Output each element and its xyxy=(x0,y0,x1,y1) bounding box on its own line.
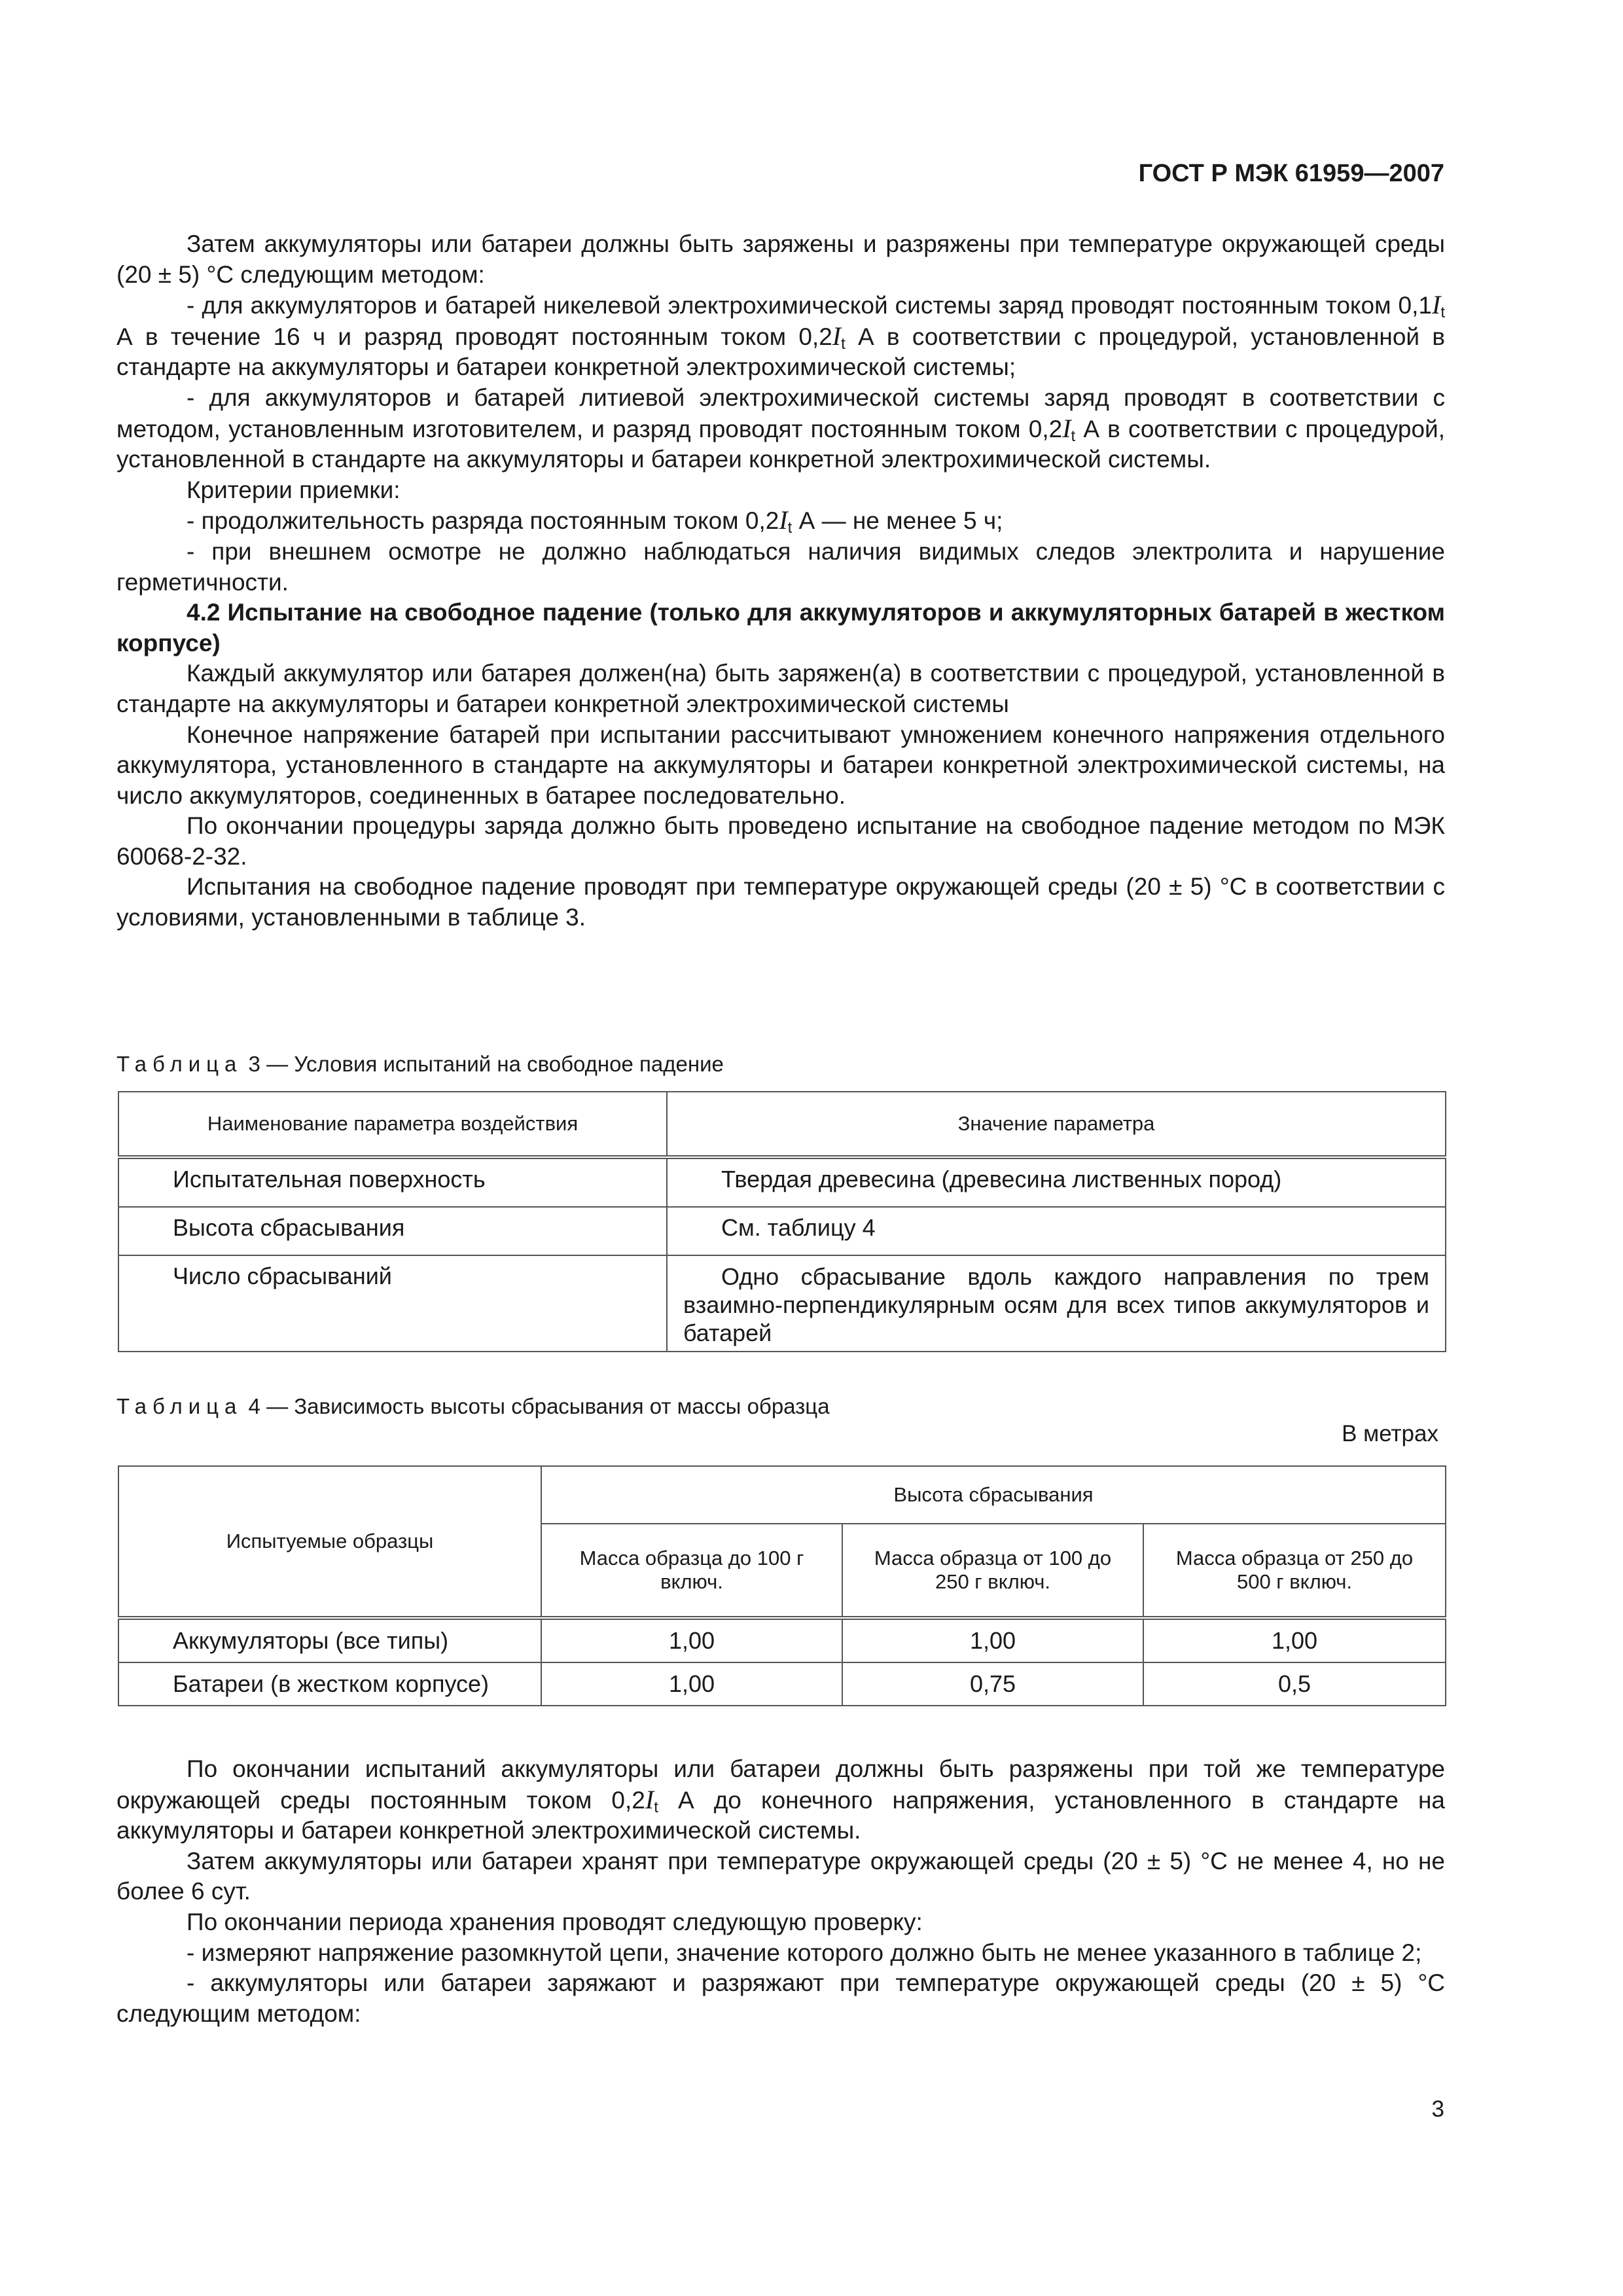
section-b xyxy=(116,1754,1445,2029)
table-header-row xyxy=(118,1466,1446,1524)
table-cell: Высота сбрасывания xyxy=(118,1207,667,1255)
table-row xyxy=(118,1662,1446,1706)
table-3 xyxy=(118,1091,1446,1352)
table-cell: Испытательная поверхность xyxy=(118,1157,667,1207)
paragraph: Затем аккумуляторы или батареи должны быть заряжены и разряжены при температуре окружающей среды (20 ± 5) °C следующим методом: xyxy=(116,230,1445,288)
table-cell: Батареи (в жестком корпусе) xyxy=(118,1662,541,1706)
table-4 xyxy=(118,1465,1446,1706)
table-header-cell: Масса образца от 250 до 500 г включ. xyxy=(1143,1524,1446,1618)
table-cell: Аккумуляторы (все типы) xyxy=(118,1618,541,1662)
paragraph: По окончании процедуры заряда должно быть проведено испытание на свободное падение методом по МЭК 60068-2-32. xyxy=(116,812,1445,870)
paragraph: - аккумуляторы или батареи заряжают и разряжают при температуре окружающей среды (20 ± 5) °C следующим методом: xyxy=(116,1969,1445,2027)
table-row xyxy=(118,1157,1446,1207)
table-cell: 1,00 xyxy=(541,1618,842,1662)
table-header-cell: Высота сбрасывания xyxy=(541,1466,1446,1524)
document-header: ГОСТ Р МЭК 61959—2007 xyxy=(1138,160,1444,187)
paragraph: - продолжительность разряда постоянным током $0,2I_t$ А — не менее 5 ч; xyxy=(187,505,1003,537)
table-header-cell: Значение параметра xyxy=(667,1092,1446,1157)
table-cell: 0,75 xyxy=(842,1662,1143,1706)
paragraph: Испытания на свободное падение проводят при температуре окружающей среды (20 ± 5) °C в соответствии с условиями, установленными в таблице 3. xyxy=(116,873,1445,931)
paragraph: - для аккумуляторов и батарей литиевой электрохимической системы заряд проводят в соответствии с методом, установленным изготовителем, и разряд проводят постоянным током $0,2I_t$ А в соответствии с процедурой, установленной в стандарте на аккумуляторы и батареи конкретной электрохимической системы. xyxy=(116,384,1445,473)
paragraph: Конечное напряжение батарей при испытании рассчитывают умножением конечного напряжения отдельного аккумулятора, установленного в стандарте на аккумуляторы и батареи конкретной электрохимической системы, на число аккумуляторов, соединенных в батарее последовательно. xyxy=(116,721,1445,809)
table-row xyxy=(118,1255,1446,1352)
table3-caption: Таблица 3 — Условия испытаний на свободное падение xyxy=(116,1052,724,1076)
paragraph: Затем аккумуляторы или батареи хранят при температуре окружающей среды (20 ± 5) °C не менее 4, но не более 6 сут. xyxy=(116,1847,1445,1905)
table-cell: 1,00 xyxy=(842,1618,1143,1662)
paragraph: - измеряют напряжение разомкнутой цепи, значение которого должно быть не менее указанного в таблице 2; xyxy=(187,1939,1422,1966)
table-cell: См. таблицу 4 xyxy=(667,1207,1446,1255)
section-a xyxy=(116,229,1445,933)
paragraph: Критерии приемки: xyxy=(187,476,401,503)
table-cell: Одно сбрасывание вдоль каждого направления по трем взаимно-перпендикулярным осям для всех типов аккумуляторов и батарей xyxy=(667,1255,1446,1352)
section-heading: 4.2 Испытание на свободное падение (только для аккумуляторов и аккумуляторных батарей в жестком корпусе) xyxy=(116,599,1445,656)
table4-units: В метрах xyxy=(1342,1421,1438,1446)
table-header-cell: Масса образца до 100 г включ. xyxy=(541,1524,842,1618)
table4-caption: Таблица 4 — Зависимость высоты сбрасывания от массы образца xyxy=(116,1394,830,1418)
table-row xyxy=(118,1207,1446,1255)
paragraph: По окончании испытаний аккумуляторы или батареи должны быть разряжены при той же температуре окружающей среды постоянным током $0,2I_t$ А до конечного напряжения, установленного в стандарте на аккумуляторы и батареи конкретной электрохимической системы. xyxy=(116,1755,1446,1844)
table-header-cell: Наименование параметра воздействия xyxy=(118,1092,667,1157)
table-row xyxy=(118,1618,1446,1662)
table-cell: 1,00 xyxy=(541,1662,842,1706)
paragraph: - для аккумуляторов и батарей никелевой электрохимической системы заряд проводят постоянным током $0,1I_t$ А в течение 16 ч и разряд проводят постоянным током $0,2I_t$ А в соответствии с процедурой, установленной в стандарте на аккумуляторы и батареи конкретной электрохимической системы; xyxy=(116,290,1445,381)
table-cell: 1,00 xyxy=(1143,1618,1446,1662)
paragraph: По окончании периода хранения проводят следующую проверку: xyxy=(187,1908,923,1935)
page-number: 3 xyxy=(1431,2096,1444,2122)
table-cell: 0,5 xyxy=(1143,1662,1446,1706)
table-header-cell: Масса образца от 100 до 250 г включ. xyxy=(842,1524,1143,1618)
table-cell: Твердая древесина (древесина лиственных пород) xyxy=(667,1157,1446,1207)
table-header-row xyxy=(118,1092,1446,1157)
paragraph: - при внешнем осмотре не должно наблюдаться наличия видимых следов электролита и нарушение герметичности. xyxy=(116,537,1445,596)
table-cell: Число сбрасываний xyxy=(118,1255,667,1352)
table-header-cell: Испытуемые образцы xyxy=(118,1466,541,1618)
paragraph: Каждый аккумулятор или батарея должен(на) быть заряжен(а) в соответствии с процедурой, установленной в стандарте на аккумуляторы и батареи конкретной электрохимической системы xyxy=(116,660,1445,717)
